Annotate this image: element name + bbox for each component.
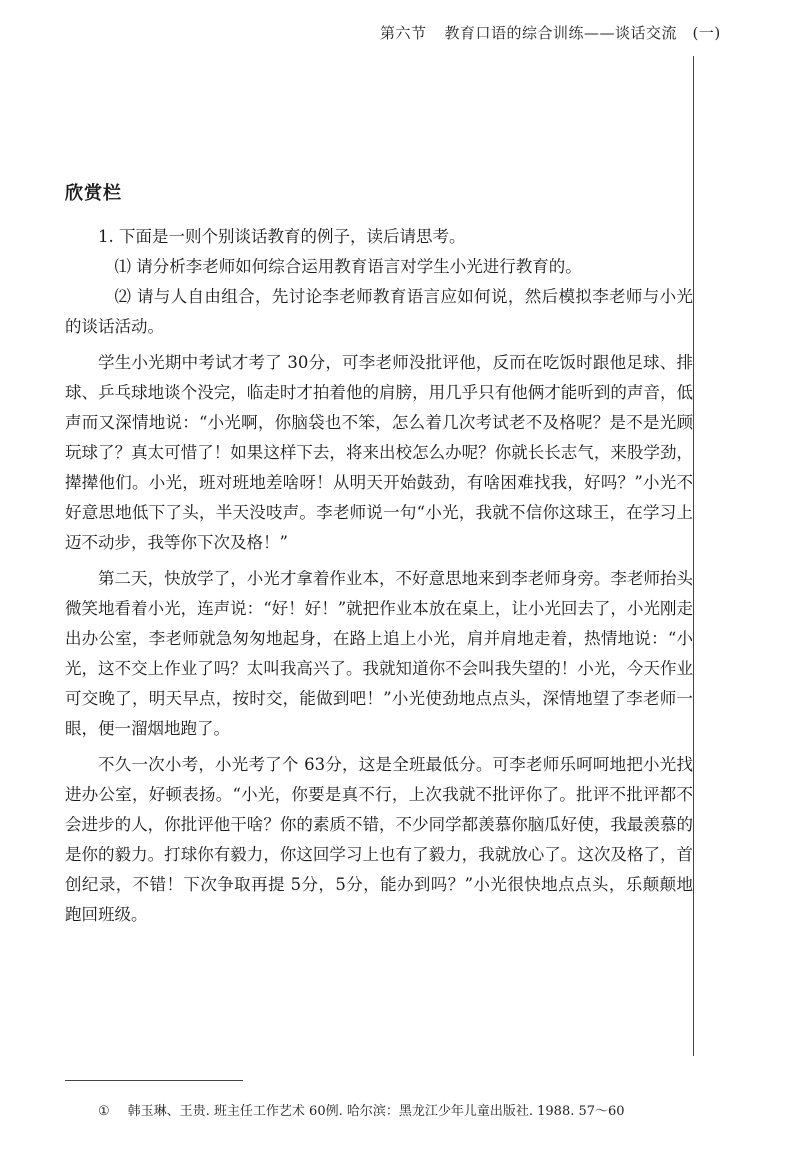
question-intro: 1. 下面是一则个别谈话教育的例子，读后请思考。 — [98, 227, 466, 246]
story-paragraph-1: 学生小光期中考试才考了 30分，可李老师没批评他，反而在吃饭时跟他足球、排球、乒乓球地谈个没完，临走时才拍着他的肩膀，用几乎只有他俩才能听到的声音，低声而又深情地说：“小光啊，你脑袋也不笨，怎么着几次考试老不及格呢？是不是光顾玩球了？真太可惜了！如果这样下去，将来出校怎么办呢？你就长长志气，来股学劲，撵撵他们。小光，班对班地差啥呀！从明天开始鼓劲，有啥困难找我，好吗？”小光不好意思地低下了头，半天没吱声。李老师说一句“小光，我就不信你这球王，在学习上迈不动步，我等你下次及格！” — [65, 353, 693, 552]
footnote-citation: 韩玉琳、王贵. 班主任工作艺术 60例. 哈尔滨：黑龙江少年儿童出版社. 1988. 57～60 — [127, 1104, 625, 1119]
running-header — [380, 22, 721, 43]
body-text — [65, 222, 693, 930]
section-title: 欣赏栏 — [65, 183, 122, 204]
vertical-margin-rule — [693, 56, 694, 1056]
footnote — [98, 1100, 625, 1119]
story-paragraph-3: 不久一次小考，小光考了个 63分，这是全班最低分。可李老师乐呵呵地把小光找进办公室，好顿表扬。“小光，你要是真不行，上次我就不批评你了。批评不批评都不会进步的人，你批评他干啥？你的素质不错，不少同学都羡慕你脑瓜好使，我最羡慕的是你的毅力。打球你有毅力，你这回学习上也有了毅力，我就放心了。这次及格了，首创纪录，不错！下次争取再提 5分，5分，能办到吗？”小光很快地点点头，乐颠颠地跑回班级。 — [65, 755, 693, 924]
header-section-title: 教育口语的综合训练——谈话交流 (一) — [444, 24, 721, 42]
question-item-2: ⑵ 请与人自由组合，先讨论李老师教育语言应如何说，然后模拟李老师与小光的谈话活动。 — [65, 287, 693, 336]
footnote-marker: ① — [98, 1104, 110, 1119]
footnote-divider — [65, 1080, 243, 1081]
question-item-1: ⑴ 请分析李老师如何综合运用教育语言对学生小光进行教育的。 — [114, 257, 582, 276]
header-section-number: 第六节 — [380, 24, 427, 42]
story-paragraph-2: 第二天，快放学了，小光才拿着作业本，不好意思地来到李老师身旁。李老师抬头微笑地看着小光，连声说：“好！好！”就把作业本放在桌上，让小光回去了，小光刚走出办公室，李老师就急匆匆地起身，在路上追上小光，肩并肩地走着，热情地说：“小光，这不交上作业了吗？太叫我高兴了。我就知道你不会叫我失望的！小光，今天作业可交晚了，明天早点，按时交，能做到吧！”小光使劲地点点头，深情地望了李老师一眼，便一溜烟地跑了。 — [65, 569, 693, 738]
